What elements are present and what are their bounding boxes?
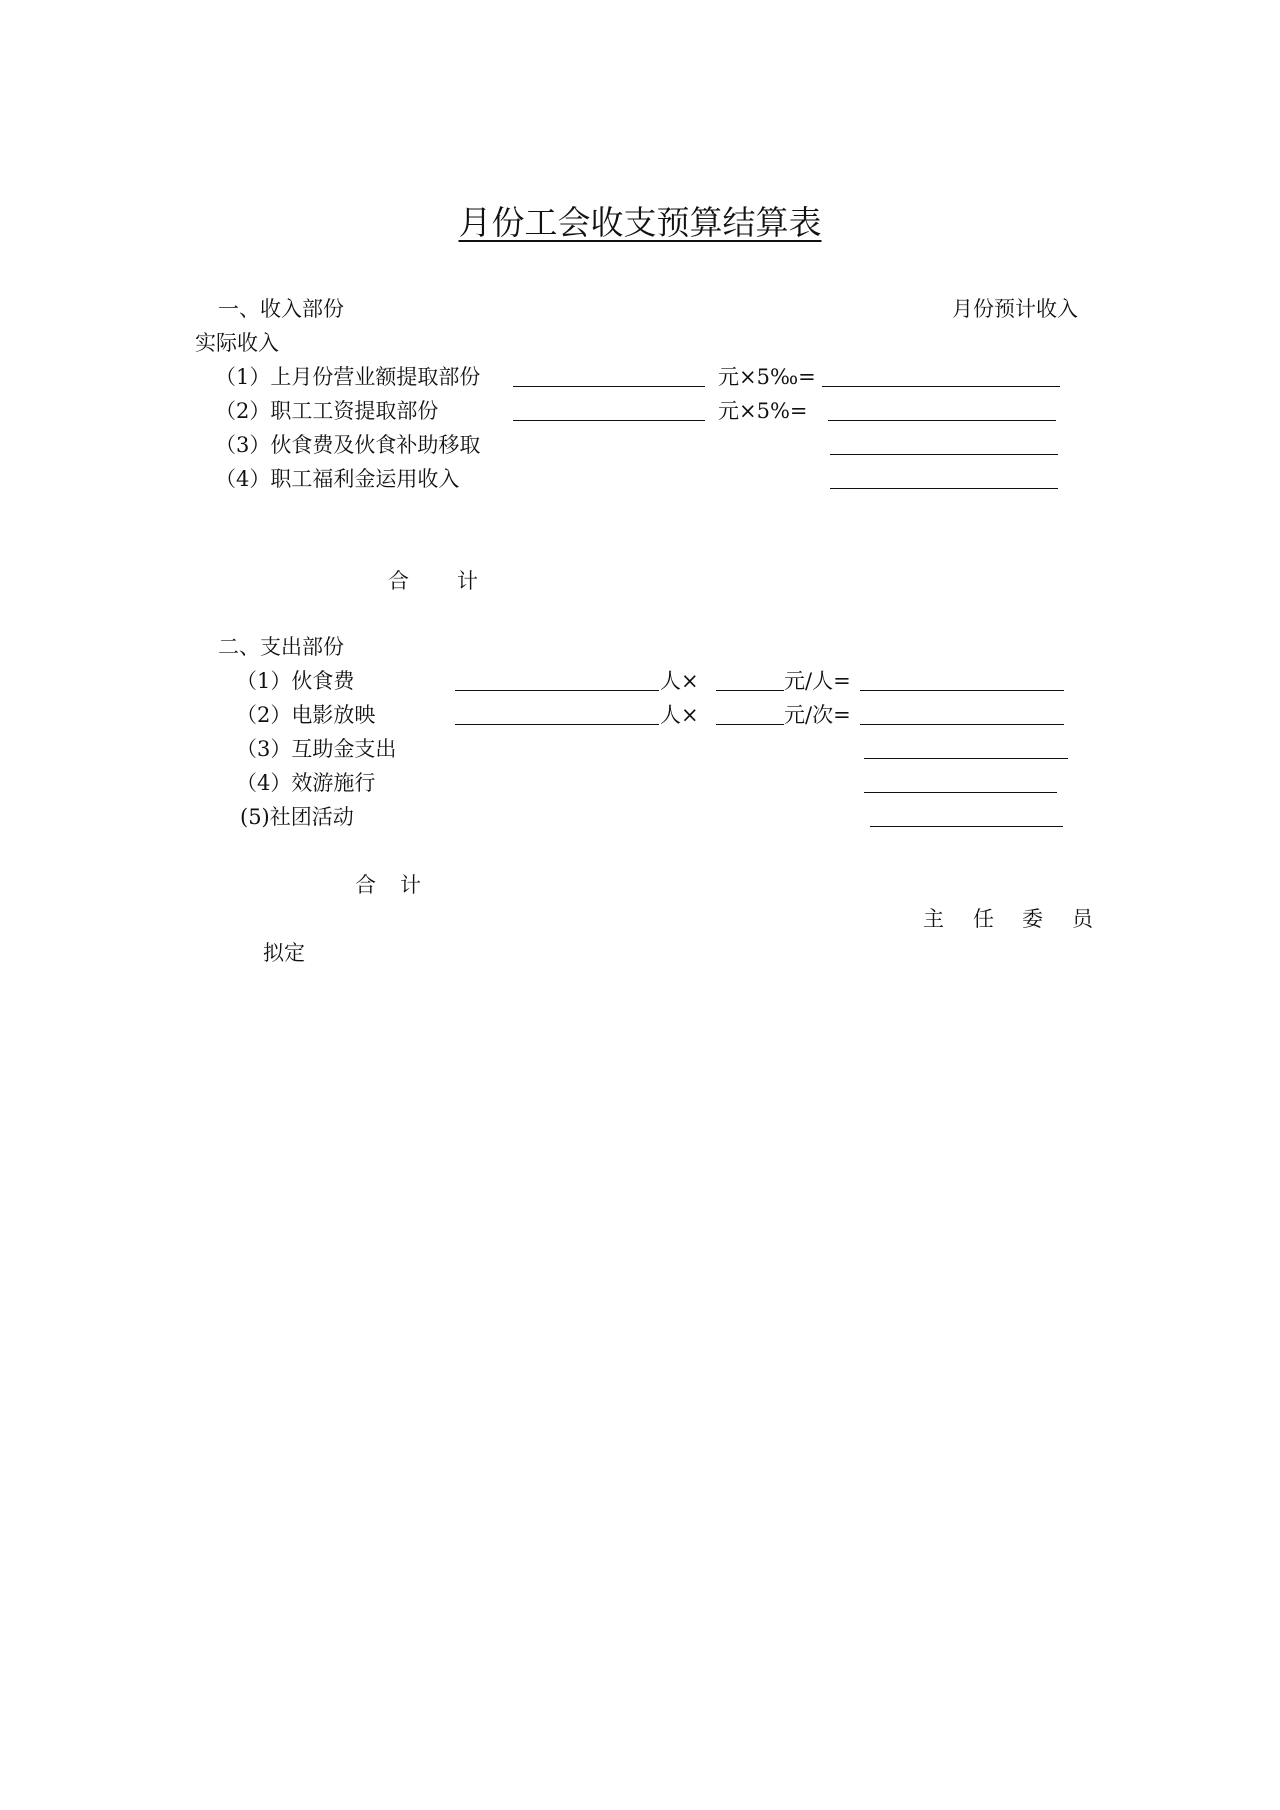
page-title-text: 月份工会收支预算结算表 (458, 203, 822, 242)
actual-column-label: 实际收入 (195, 331, 279, 355)
drafted-by-label: 拟定 (263, 941, 305, 965)
expense-item-4-label: （4）效游施行 (236, 771, 376, 795)
income-item-4-result-blank[interactable] (830, 488, 1058, 489)
expense-item-1-people-blank[interactable] (455, 690, 659, 691)
expense-item-3-result-blank[interactable] (864, 758, 1068, 759)
expense-total-label-part2: 计 (400, 873, 421, 897)
income-item-1-amount-blank[interactable] (513, 386, 705, 387)
expense-item-2-people-unit: 人× (660, 703, 699, 727)
expense-item-1-rate-blank[interactable] (716, 690, 784, 691)
income-item-2-amount-blank[interactable] (513, 420, 705, 421)
income-item-4-label: （4）职工福利金运用收入 (215, 467, 460, 491)
expense-item-2-people-blank[interactable] (455, 724, 659, 725)
page-title (0, 203, 1280, 243)
expense-item-2-rate-unit: 元/次= (784, 703, 851, 727)
expense-item-2-result-blank[interactable] (860, 724, 1064, 725)
income-item-2-label: （2）职工工资提取部份 (215, 399, 439, 423)
signature-role-4: 员 (1072, 907, 1093, 931)
expense-total-label-part1: 合 (355, 873, 376, 897)
expense-item-5-result-blank[interactable] (870, 826, 1063, 827)
income-item-2-result-blank[interactable] (828, 420, 1056, 421)
expense-item-2-rate-blank[interactable] (716, 724, 784, 725)
expense-item-1-rate-unit: 元/人= (784, 669, 851, 693)
income-item-1-result-blank[interactable] (822, 386, 1060, 387)
expense-heading: 二、支出部份 (218, 635, 344, 659)
expense-item-1-people-unit: 人× (660, 669, 699, 693)
expense-item-1-result-blank[interactable] (860, 690, 1064, 691)
income-item-1-label: （1）上月份营业额提取部份 (215, 365, 481, 389)
estimate-column-label: 月份预计收入 (952, 297, 1078, 321)
expense-item-5-label: (5)社团活动 (240, 805, 354, 829)
signature-role-2: 任 (973, 907, 994, 931)
expense-item-4-result-blank[interactable] (864, 792, 1057, 793)
income-item-3-result-blank[interactable] (830, 454, 1058, 455)
income-total-label-part2: 计 (457, 569, 478, 593)
signature-role-1: 主 (923, 907, 944, 931)
income-total-label-part1: 合 (388, 569, 409, 593)
expense-item-1-label: （1）伙食费 (236, 669, 355, 693)
income-heading: 一、收入部份 (218, 297, 344, 321)
signature-role-3: 委 (1022, 907, 1043, 931)
expense-item-2-label: （2）电影放映 (236, 703, 376, 727)
income-item-2-formula: 元×5%= (718, 399, 808, 423)
expense-item-3-label: （3）互助金支出 (236, 737, 397, 761)
income-item-1-formula: 元×5‰= (718, 365, 816, 389)
income-item-3-label: （3）伙食费及伙食补助移取 (215, 433, 481, 457)
